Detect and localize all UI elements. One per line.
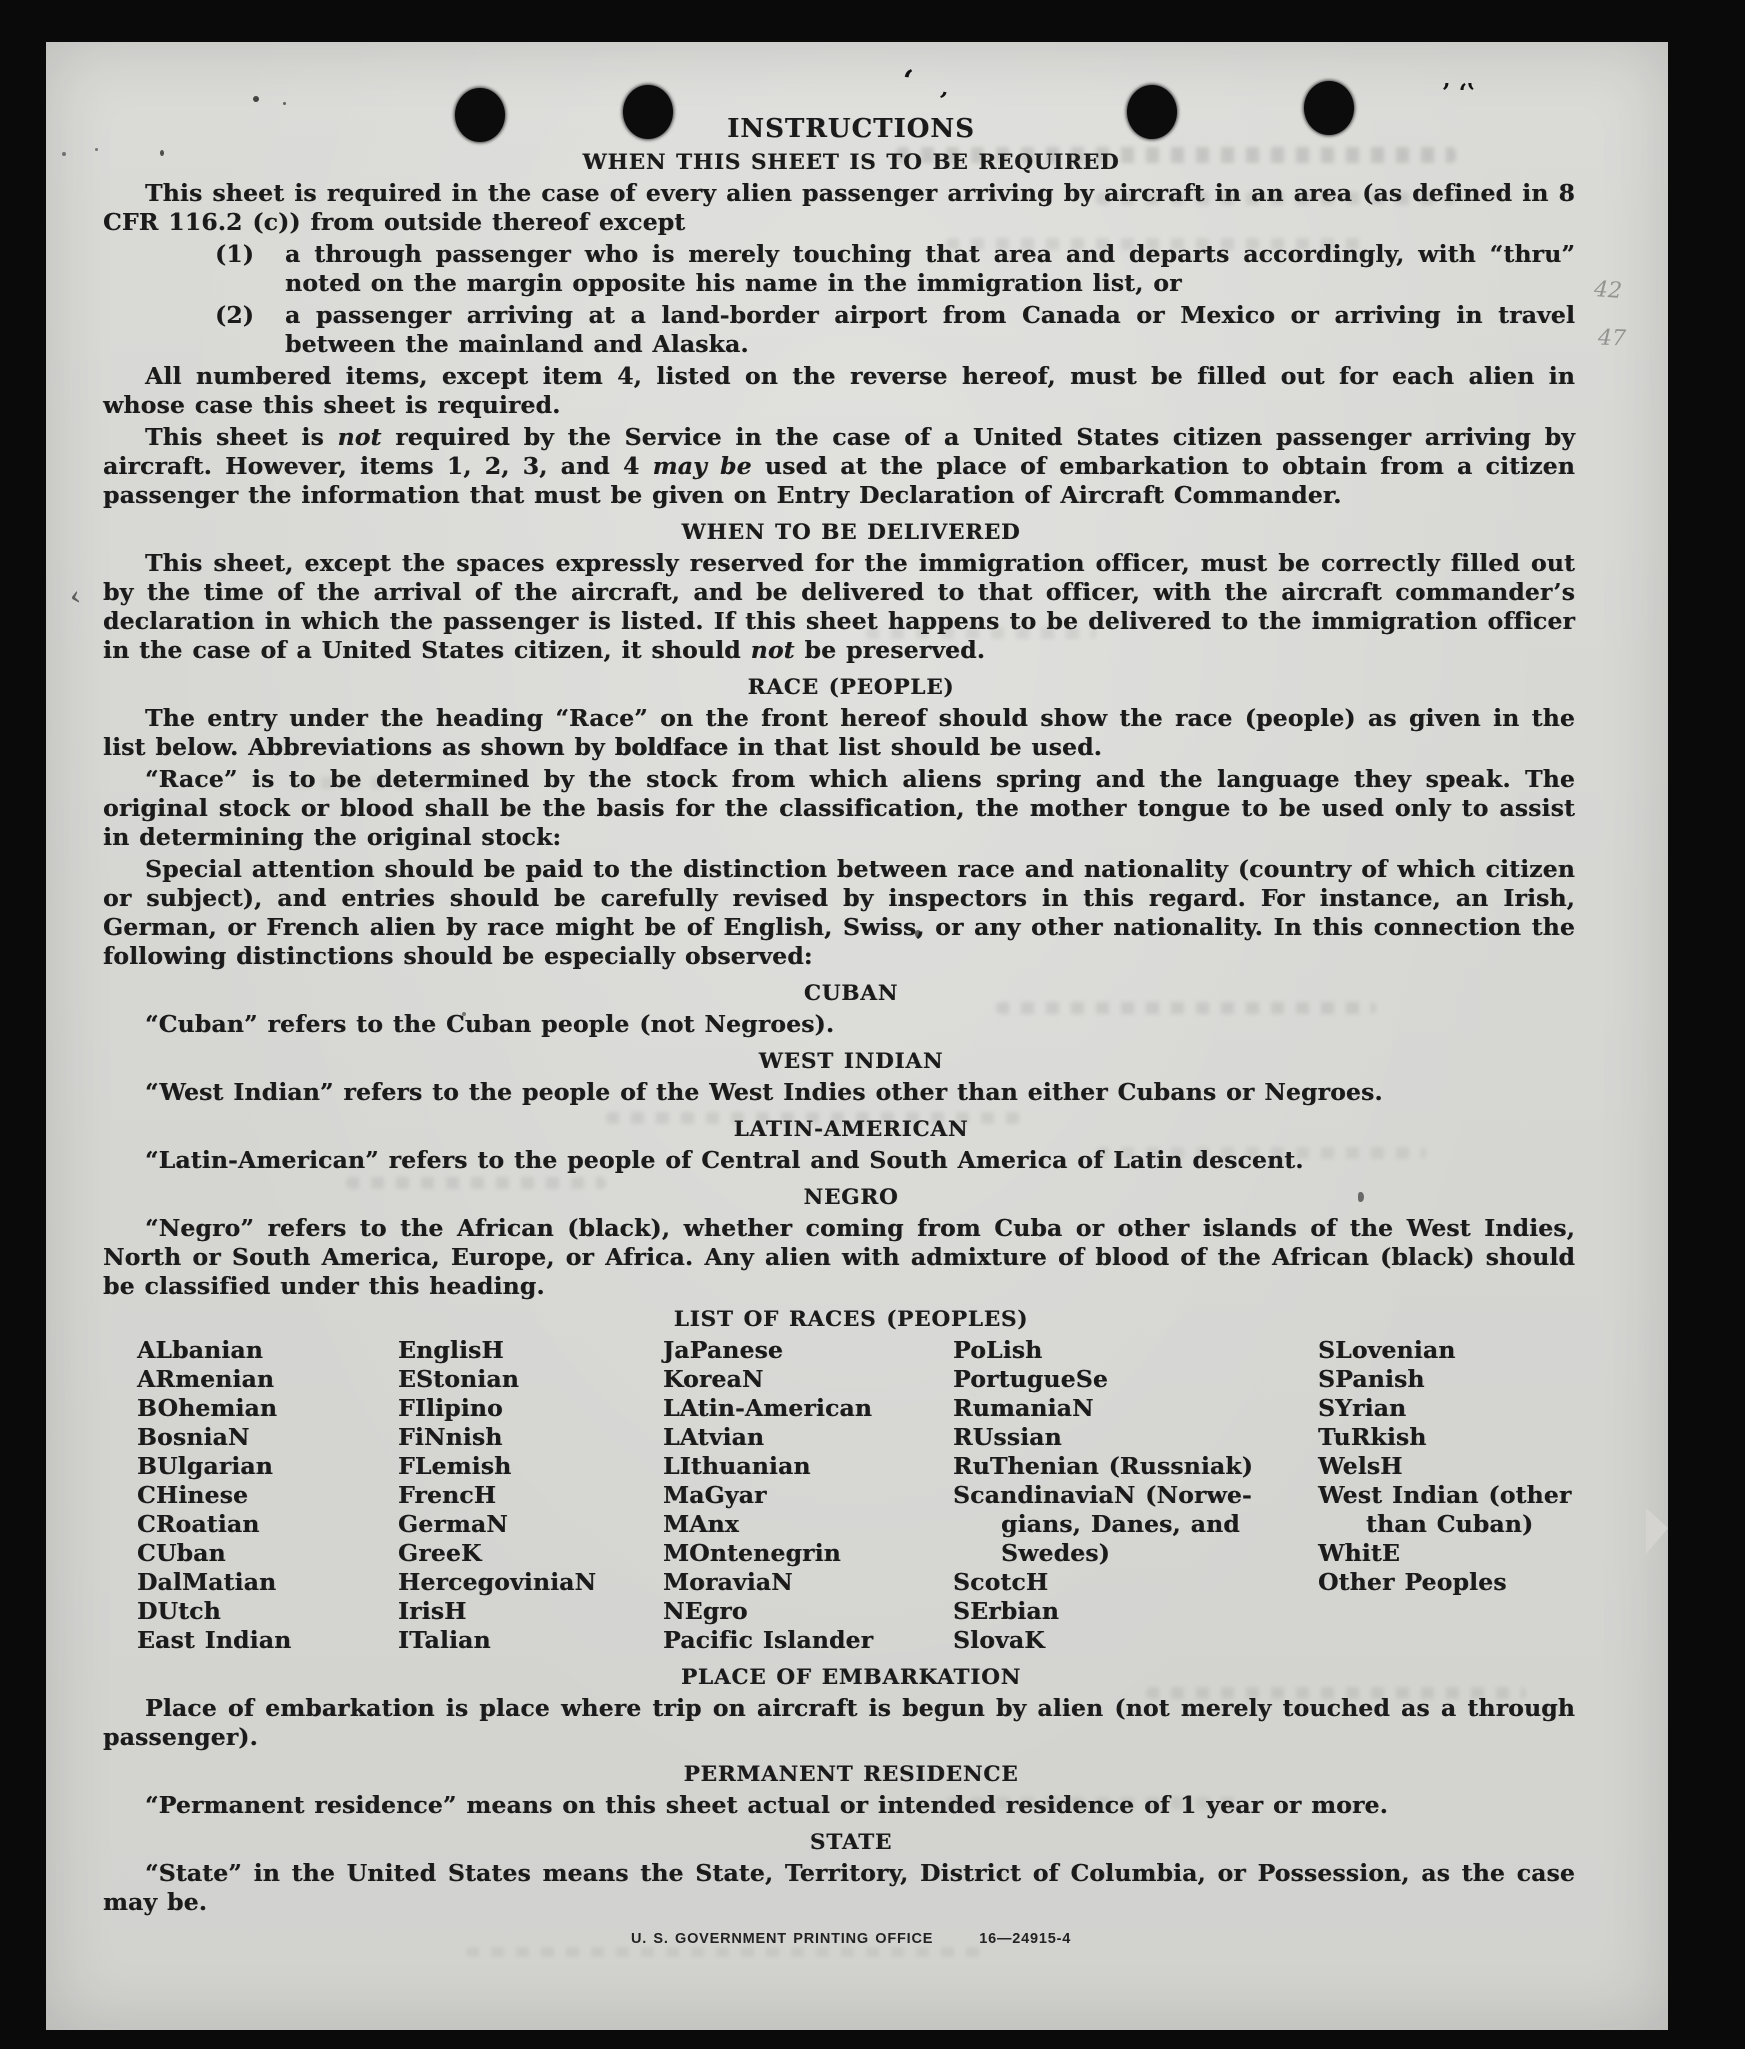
- item-text: a passenger arriving at a land-border airport from Canada or Mexico or arriving in travel between the mainland and Alaska.: [285, 301, 1575, 358]
- text-run: used at the place of embarkation to obtain from a citizen passenger the information that must be given on Entry Declaration of Aircraft Commander.: [103, 452, 1575, 509]
- margin-mark: 42: [1593, 277, 1623, 304]
- scan-border-notch: [1646, 1508, 1668, 1554]
- races-column-1: [137, 1336, 398, 1655]
- race-item: ARmenian: [137, 1365, 275, 1393]
- paragraph-required-intro: This sheet is required in the case of every alien passenger arriving by aircraft in an area (as defined in 8 CFR 116.2 (c)) from outside thereof except: [103, 179, 1575, 236]
- paragraph-negro: “Negro” refers to the African (black), whether coming from Cuba or other islands of the West Indies, North or South America, Europe, or Africa. Any alien with admixture of blood of the African (black) should be classified under this heading.: [103, 1214, 1575, 1300]
- race-item: ALbanian: [137, 1336, 263, 1364]
- paragraph-embarkation: Place of embarkation is place where trip on aircraft is begun by alien (not merely touched as a through passenger).: [103, 1694, 1575, 1751]
- paragraph-delivered: [103, 549, 1575, 665]
- italic-text: not: [750, 636, 795, 664]
- race-item: DalMatian: [137, 1568, 277, 1596]
- paragraph-west-indian: “West Indian” refers to the people of the West Indies other than either Cubans or Negroes.: [145, 1078, 1383, 1106]
- stray-quote-mark: ’: [934, 85, 950, 116]
- race-item: LAtin-American: [663, 1394, 873, 1422]
- race-item: IrisH: [398, 1597, 467, 1625]
- paragraph-race-1: [103, 704, 1575, 762]
- race-item: BosniaN: [137, 1423, 250, 1451]
- race-item: West Indian (other: [1318, 1481, 1572, 1509]
- race-item: Swedes): [1001, 1539, 1110, 1567]
- text-run: The entry under the heading “Race” on the front hereof should show the race (people) as given in the list below. Abbreviations as shown by: [103, 704, 1575, 761]
- races-column-4: [953, 1336, 1318, 1655]
- gpo-print-code: 16—24915-4: [979, 1931, 1072, 1947]
- race-item: ScotcH: [953, 1568, 1049, 1596]
- races-column-3: [663, 1336, 953, 1655]
- numbered-item-2: [215, 301, 1575, 359]
- section-heading-residence: PERMANENT RESIDENCE: [683, 1762, 1019, 1787]
- race-item: WhitE: [1318, 1539, 1400, 1567]
- race-item: FrencH: [398, 1481, 497, 1509]
- margin-mark: 47: [1597, 325, 1627, 352]
- scan-border-top: [0, 0, 1745, 42]
- section-heading-embarkation: PLACE OF EMBARKATION: [680, 1665, 1022, 1690]
- bold-text: boldface: [614, 733, 728, 761]
- stray-quote-mark: ‘: [899, 63, 915, 100]
- race-item: SPanish: [1318, 1365, 1425, 1393]
- section-heading-required: WHEN THIS SHEET IS TO BE REQUIRED: [582, 150, 1120, 175]
- gpo-office-label: U. S. GOVERNMENT PRINTING OFFICE: [630, 1931, 934, 1947]
- page-title: INSTRUCTIONS: [727, 114, 975, 144]
- race-item: JaPanese: [663, 1336, 784, 1364]
- race-item: EnglisH: [398, 1336, 504, 1364]
- race-item: SLovenian: [1318, 1336, 1456, 1364]
- races-list: [103, 1336, 1575, 1655]
- race-item: gians, Danes, and: [1001, 1510, 1240, 1538]
- section-heading-races-list: LIST OF RACES (PEOPLES): [673, 1307, 1029, 1332]
- race-item: BUlgarian: [137, 1452, 273, 1480]
- numbered-item-1: [215, 240, 1575, 298]
- race-item: SYrian: [1318, 1394, 1407, 1422]
- section-heading-west-indian: WEST INDIAN: [758, 1049, 944, 1074]
- paragraph-not-required: [103, 423, 1575, 510]
- races-column-5: [1318, 1336, 1575, 1655]
- race-item: SErbian: [953, 1597, 1059, 1625]
- section-heading-cuban: CUBAN: [803, 981, 899, 1006]
- race-item: FIlipino: [398, 1394, 503, 1422]
- text-run: in that list should be used.: [727, 733, 1103, 761]
- race-item: Pacific Islander: [663, 1626, 874, 1654]
- race-item: PoLish: [953, 1336, 1043, 1364]
- race-item: CRoatian: [137, 1510, 260, 1538]
- race-item: MOntenegrin: [663, 1539, 841, 1567]
- races-column-2: [398, 1336, 663, 1655]
- race-item: than Cuban): [1366, 1510, 1534, 1538]
- stray-quote-mark: ’ ‘‛: [1442, 78, 1476, 107]
- race-item: CHinese: [137, 1481, 249, 1509]
- paragraph-race-3: Special attention should be paid to the distinction between race and nationality (country of which citizen or subject), and entries should be carefully revised by inspectors in this regard. For instance, an Irish, German, or French alien by race might be of English, Swiss, or any other nationality. In this connection the following distinctions should be especially observed:: [103, 855, 1575, 970]
- race-item: TuRkish: [1318, 1423, 1427, 1451]
- section-heading-delivered: WHEN TO BE DELIVERED: [681, 520, 1021, 545]
- race-item: GreeK: [398, 1539, 482, 1567]
- text-run: required by the Service in the case of a United States citizen passenger arriving by aircraft. However, items 1, 2, 3, and 4: [103, 423, 1576, 480]
- item-number: (2): [215, 301, 255, 329]
- race-item: MoraviaN: [663, 1568, 793, 1596]
- stray-check-mark: ‹: [66, 581, 84, 613]
- race-item: LAtvian: [663, 1423, 765, 1451]
- race-item: ScandinaviaN (Norwe-: [953, 1481, 1252, 1509]
- item-text: a through passenger who is merely touching that area and departs accordingly, with “thru” noted on the margin opposite his name in the immigration list, or: [285, 240, 1575, 297]
- paragraph-race-2: “Race” is to be determined by the stock from which aliens spring and the language they speak. The original stock or blood shall be the basis for the classification, the mother tongue to be used only to assist in determining the original stock:: [103, 765, 1575, 851]
- race-item: EStonian: [398, 1365, 519, 1393]
- race-item: PortugueSe: [953, 1365, 1108, 1393]
- race-item: MAnx: [663, 1510, 739, 1538]
- race-item: RuThenian (Russniak): [953, 1452, 1253, 1480]
- section-heading-negro: NEGRO: [803, 1185, 899, 1210]
- document-content: [103, 42, 1575, 1954]
- paragraph-latin-american: “Latin-American” refers to the people of Central and South America of Latin descent.: [145, 1146, 1304, 1174]
- italic-text: not: [337, 423, 382, 451]
- ink-speck: [62, 152, 66, 156]
- race-item: Other Peoples: [1318, 1568, 1507, 1596]
- race-item: KoreaN: [663, 1365, 764, 1393]
- race-item: WelsH: [1318, 1452, 1403, 1480]
- race-item: MaGyar: [663, 1481, 767, 1509]
- ink-speck: [95, 148, 98, 151]
- race-item: HercegoviniaN: [398, 1568, 597, 1596]
- race-item: RUssian: [953, 1423, 1062, 1451]
- paragraph-all-items: All numbered items, except item 4, listed on the reverse hereof, must be filled out for each alien in whose case this sheet is required.: [103, 362, 1575, 419]
- text-run: This sheet, except the spaces expressly reserved for the immigration officer, must be correctly filled out by the time of the arrival of the aircraft, and be delivered to that officer, with the aircraft commander’s declaration in which the passenger is listed. If this sheet happens to be delivered to the immigration officer in the case of a United States citizen, it should: [103, 549, 1575, 664]
- race-item: LIthuanian: [663, 1452, 811, 1480]
- race-item: East Indian: [137, 1626, 292, 1654]
- text-run: This sheet is: [145, 423, 338, 451]
- section-heading-state: STATE: [809, 1830, 893, 1855]
- gpo-footer: [115, 1925, 1587, 1954]
- paragraph-state: “State” in the United States means the State, Territory, District of Columbia, or Possession, as the case may be.: [103, 1859, 1575, 1916]
- race-item: ITalian: [398, 1626, 491, 1654]
- race-item: FLemish: [398, 1452, 512, 1480]
- paragraph-cuban: “Cuban” refers to the Cuban people (not Negroes).: [145, 1010, 835, 1038]
- race-item: GermaN: [398, 1510, 508, 1538]
- race-item: NEgro: [663, 1597, 748, 1625]
- paper-sheet: [46, 42, 1668, 2030]
- paragraph-residence: “Permanent residence” means on this sheet actual or intended residence of 1 year or more.: [145, 1791, 1388, 1819]
- section-heading-latin-american: LATIN-AMERICAN: [733, 1117, 969, 1142]
- race-item: FiNnish: [398, 1423, 503, 1451]
- race-item: SlovaK: [953, 1626, 1045, 1654]
- item-number: (1): [215, 240, 255, 268]
- race-item: BOhemian: [137, 1394, 278, 1422]
- race-item: RumaniaN: [953, 1394, 1094, 1422]
- race-item: DUtch: [137, 1597, 221, 1625]
- italic-text: may be: [652, 452, 752, 480]
- section-heading-race: RACE (PEOPLE): [747, 675, 955, 700]
- race-item: CUban: [137, 1539, 226, 1567]
- text-run: be preserved.: [794, 636, 986, 664]
